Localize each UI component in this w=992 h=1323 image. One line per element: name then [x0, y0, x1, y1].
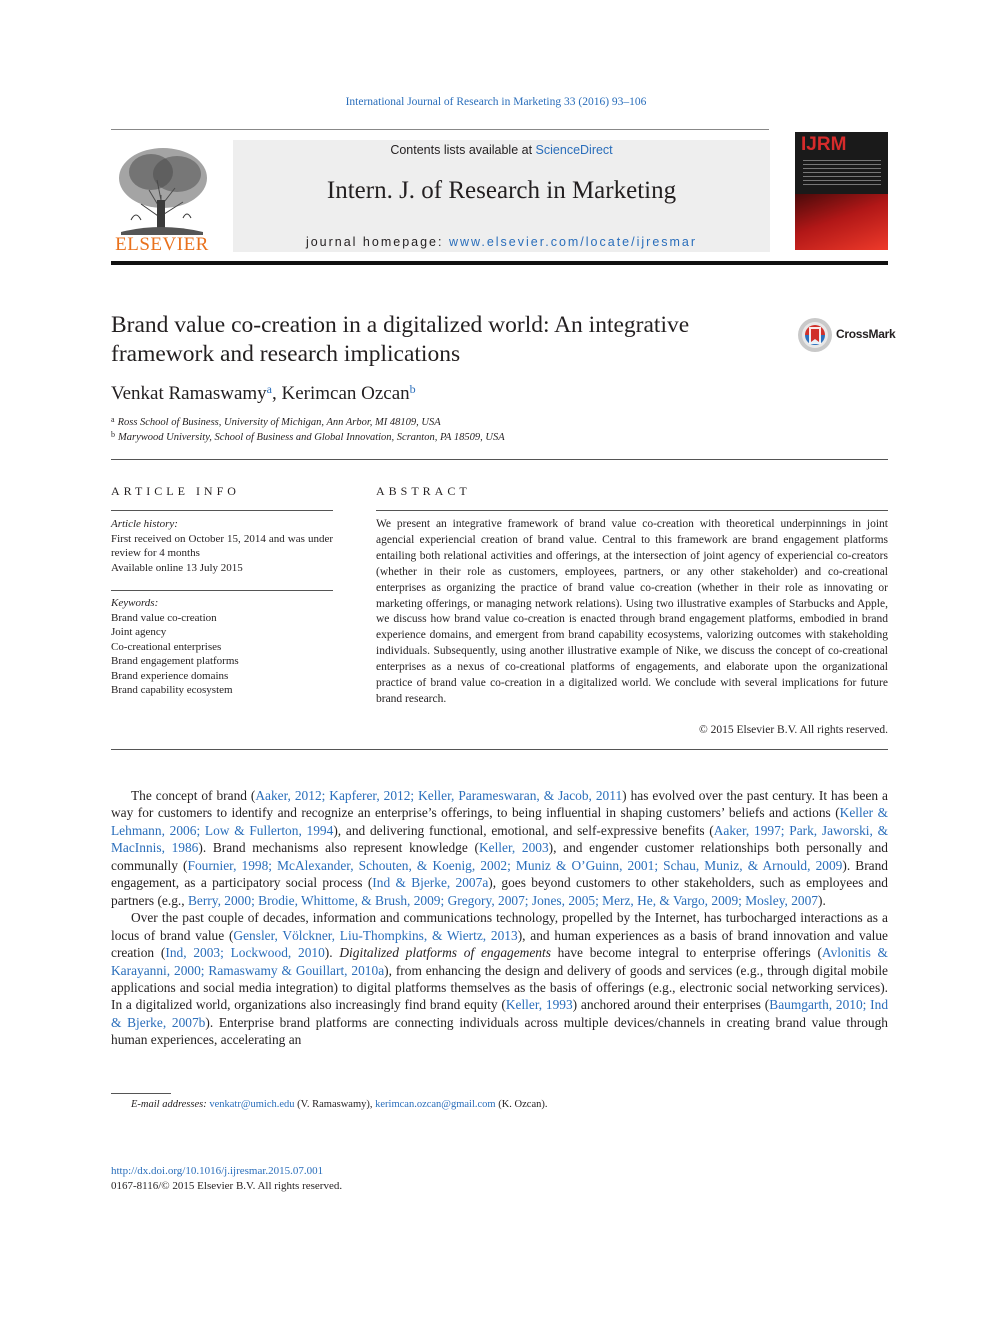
author-list: Venkat Ramaswamy$^a$, Kerimcan Ozcan$^b$	[111, 382, 416, 404]
p1-seg-8: ), and engender customer relationships both personally and communally (	[111, 840, 888, 873]
homepage-prefix: journal homepage:	[305, 235, 444, 249]
footnote-divider	[111, 1093, 171, 1094]
article-info-divider	[111, 510, 333, 511]
crossmark-label[interactable]: CrossMark	[836, 327, 896, 341]
contents-prefix: Contents lists available at	[390, 143, 533, 157]
cover-red-band	[795, 194, 888, 250]
author-affiliation-marker[interactable]: a	[266, 382, 272, 396]
author-name[interactable]: Kerimcan Ozcan	[281, 383, 410, 404]
contents-available-line	[233, 143, 770, 157]
body-text	[111, 787, 888, 1049]
email-link-ramaswamy[interactable]: venkatr@umich.edu	[209, 1099, 295, 1110]
p1-seg-14: ).	[818, 892, 826, 908]
abstract-copyright: © 2015 Elsevier B.V. All rights reserved.	[699, 724, 888, 736]
elsevier-wordmark: ELSEVIER	[115, 234, 209, 255]
p1-seg-10: ). Brand engagement, as a participatory social process (	[111, 857, 888, 891]
citation-link[interactable]: Ind & Bjerke, 2007a	[372, 875, 489, 891]
citation-link[interactable]: Ind, 2003; Lockwood, 2010	[165, 945, 325, 961]
citation-link[interactable]: Baumgarth, 2010; Ind & Bjerke, 2007b	[111, 997, 889, 1030]
article-title: Brand value co-creation in a digitalized world: An integrative framework and research implications	[111, 312, 690, 367]
p1-seg-6: ). Brand mechanisms also represent knowledge (	[198, 840, 479, 856]
sciencedirect-link[interactable]: ScienceDirect	[535, 143, 613, 157]
article-info-heading: ARTICLE INFO	[111, 484, 240, 498]
affiliation-marker: b	[111, 430, 115, 439]
email-link-ozcan[interactable]: kerimcan.ozcan@gmail.com	[375, 1099, 496, 1110]
p1-seg-12: ), goes beyond customers to other stakeholders, such as employees and partners (e.g.,	[111, 875, 888, 908]
email-label: E-mail addresses:	[131, 1099, 207, 1110]
keyword-item: Co-creational enterprises	[111, 640, 222, 653]
p2-seg-10: ) anchored around their enterprises (	[572, 997, 770, 1013]
abstract-bottom-divider	[111, 749, 888, 750]
citation-link[interactable]: Fournier, 1998; McAlexander, Schouten, & Koenig, 2002; Muniz & O’Guinn, 2001; Schau, Muniz, & Arnould, 2009	[187, 857, 843, 873]
history-received: First received on October 15, 2014 and was under review for 4 months	[111, 532, 333, 559]
article-history	[111, 517, 333, 575]
header-divider	[111, 129, 769, 130]
citation-link[interactable]: Avlonitis & Karayanni, 2000; Ramaswamy & Gouillart, 2010a	[111, 945, 888, 978]
keyword-item: Joint agency	[111, 626, 167, 638]
keywords-divider	[111, 590, 333, 591]
keywords-label: Keywords:	[111, 597, 159, 609]
citation-link[interactable]: Keller, 2003	[478, 840, 549, 856]
citation-link[interactable]: Gensler, Völckner, Liu-Thompkins, & Wiertz, 2013	[233, 927, 518, 943]
p1-seg-4: ), and delivering functional, emotional, and self-expressive benefits (	[333, 822, 714, 838]
p2-seg-12: ). Enterprise brand platforms are connecting individuals across multiple devices/channels in creating brand value through human experiences, accelerating an	[111, 1014, 888, 1048]
body-paragraph-2	[111, 909, 888, 1049]
citation-link[interactable]: Aaker, 2012; Kapferer, 2012; Keller, Parameswaran, & Jacob, 2011	[255, 788, 623, 803]
email-footnote	[131, 1099, 547, 1110]
affiliation-text: Ross School of Business, University of Michigan, Ann Arbor, MI 48109, USA	[117, 417, 441, 428]
p1-seg-2: ) has evolved over the past century. It has been a way for customers to identify and recognize an enterprise’s offerings, to being influential in shaping customers’ beliefs and actions (	[111, 788, 888, 821]
affiliation-b	[111, 430, 505, 443]
keywords-block	[111, 596, 333, 698]
p1-seg-0: The concept of brand (	[131, 788, 256, 803]
journal-homepage-line	[233, 235, 770, 249]
abstract-heading: ABSTRACT	[376, 484, 471, 498]
keyword-item: Brand capability ecosystem	[111, 684, 233, 696]
crossmark-icon[interactable]	[797, 317, 833, 353]
italic-term: Digitalized platforms of engagements	[339, 945, 551, 961]
affiliation-a	[111, 415, 441, 428]
issn-copyright: 0167-8116/© 2015 Elsevier B.V. All rights reserved.	[111, 1180, 343, 1192]
p2-seg-0: Over the past couple of decades, information and communications technology, propelled by the Internet, has turbocharged interactions as a locus of brand value (	[111, 910, 888, 943]
history-label: Article history:	[111, 518, 178, 530]
journal-name: Intern. J. of Research in Marketing	[326, 177, 677, 204]
body-paragraph-1	[111, 787, 888, 909]
abstract-divider	[376, 510, 888, 511]
citation-link[interactable]: Keller, 1993	[505, 997, 573, 1013]
p2-seg-2: ), and human experiences as a basis of brand innovation and value creation (	[111, 927, 888, 961]
cover-title: IJRM	[801, 134, 847, 155]
journal-reference-link[interactable]: International Journal of Research in Marketing 33 (2016) 93–106	[345, 96, 647, 108]
citation-link[interactable]: Aaker, 1997; Park, Jaworski, & MacInnis, 1986	[111, 822, 888, 856]
p2-seg-6: have become integral to enterprise offerings (	[550, 945, 822, 961]
history-online: Available online 13 July 2015	[111, 561, 243, 574]
citation-link[interactable]: Berry, 2000; Brodie, Whittome, & Brush, 2009; Gregory, 2007; Jones, 2005; Merz, He, & Vargo, 2009; Mosley, 2007	[187, 892, 819, 908]
header-thick-rule	[111, 261, 888, 265]
p2-seg-4: ).	[324, 945, 340, 961]
title-divider	[111, 459, 888, 460]
citation-link[interactable]: Keller & Lehmann, 2006; Low & Fullerton, 1994	[111, 805, 888, 838]
affiliation-text: Marywood University, School of Business and Global Innovation, Scranton, PA 18509, USA	[118, 432, 505, 443]
abstract-text: We present an integrative framework of brand value co-creation with theoretical underpinnings in joint agencial experiencial creation of brand value. Central to this framework are brand engagement platforms entailing both relational activities and offerings, at the intersection of joint agency of experiencial co-creators (whether in their role as customers, employees, partners, or any other stakeholder) and co-creational enterprises as organizing the practice of brand value co-creation (whether in their role as innovating or marketing offerings, or managing network relations). Using two illustrative examples of Starbucks and Apple, we discuss how brand value co-creation is enacted through brand engagement platforms, embodied in brand experience domains, and emergent from brand capability ecosystems, valorizing outcomes with stakeholding individuals. Subsequently, using another illustrative example of Nike, we discuss the concept of co-creational enterprises as a nexus of co-creational platforms of engagements, and elaborate upon the organizational practice of brand value co-creation in a digitalized world. We conclude with several implications for future brand research.	[376, 518, 888, 705]
email-owner-2: (K. Ozcan).	[498, 1099, 548, 1110]
email-owner-1: (V. Ramaswamy),	[297, 1099, 373, 1110]
cover-contents-lines	[803, 160, 881, 188]
keyword-item: Brand engagement platforms	[111, 655, 239, 667]
p2-seg-8: ), from enhancing the design and delivery of goods and services (e.g., through digital mobile applications and social media integration) to digital platforms themselves as the basis of offerings (e.g., electronic social networking services). In a digitalized world, organizations also increasingly find brand equity (	[111, 962, 888, 1013]
affiliation-marker: a	[111, 415, 115, 424]
keyword-item: Brand value co-creation	[111, 611, 217, 624]
doi-link[interactable]: http://dx.doi.org/10.1016/j.ijresmar.2015.07.001	[111, 1165, 324, 1177]
author-affiliation-marker[interactable]: b	[409, 382, 416, 396]
author-name[interactable]: Venkat Ramaswamy	[111, 383, 267, 404]
keyword-item: Brand experience domains	[111, 669, 229, 682]
journal-cover-thumbnail	[795, 132, 888, 250]
journal-homepage-link[interactable]: www.elsevier.com/locate/ijresmar	[448, 235, 698, 249]
